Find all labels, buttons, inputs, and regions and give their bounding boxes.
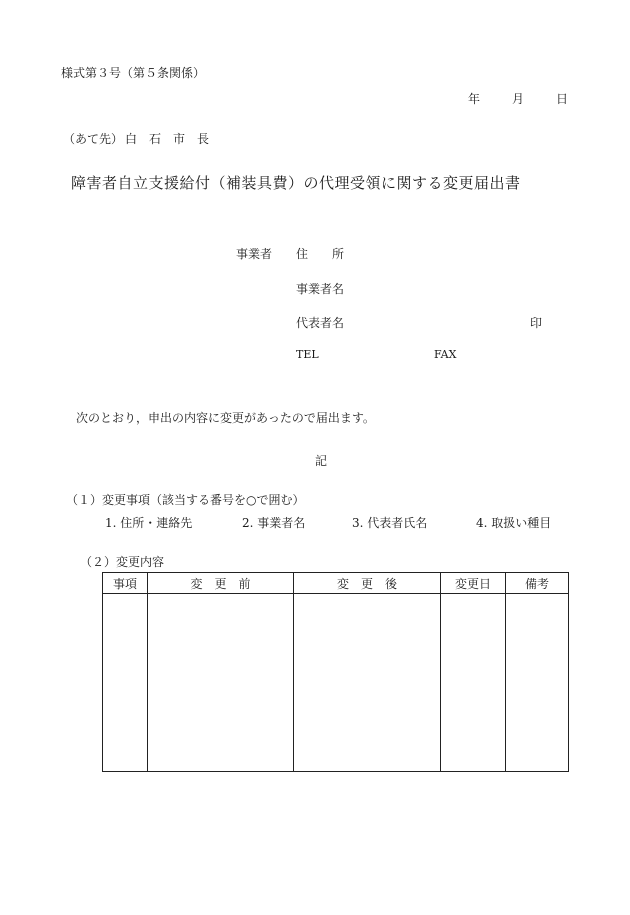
- date-day: 日: [556, 92, 569, 106]
- cell-remarks[interactable]: [506, 594, 569, 772]
- representative-label: 代表者名: [296, 316, 345, 330]
- date-year: 年: [468, 92, 481, 106]
- ki-mark: 記: [315, 454, 328, 468]
- section2-heading: （２）変更内容: [80, 555, 165, 569]
- addressee-name: 白 石 市 長: [125, 132, 210, 146]
- col-item: 事項: [103, 573, 148, 594]
- option-items: 4. 取扱い種目: [476, 516, 552, 530]
- tel-label: TEL: [296, 348, 319, 361]
- table-header-row: [103, 573, 569, 594]
- option-address: 1. 住所・連絡先: [105, 516, 193, 530]
- addressee-prefix: （あて先）: [63, 132, 124, 146]
- table-body-row: [103, 594, 569, 772]
- applicant-heading: 事業者: [236, 247, 273, 261]
- section1-heading: （１）変更事項（該当する番号を○で囲む）: [66, 493, 305, 507]
- addressee: [63, 130, 209, 147]
- form-number: 様式第３号（第５条関係）: [61, 66, 206, 80]
- document-title: 障害者自立支援給付（補装具費）の代理受領に関する変更届出書: [71, 174, 521, 192]
- statement: 次のとおり，申出の内容に変更があったので届出ます。: [76, 411, 375, 425]
- cell-after[interactable]: [294, 594, 441, 772]
- business-name-label: 事業者名: [296, 282, 345, 296]
- col-change-date: 変更日: [441, 573, 506, 594]
- seal-mark: 印: [530, 316, 543, 330]
- option-business-name: 2. 事業者名: [242, 516, 306, 530]
- col-remarks: 備考: [506, 573, 569, 594]
- fax-label: FAX: [434, 348, 457, 361]
- change-table: [102, 572, 569, 772]
- cell-change-date[interactable]: [441, 594, 506, 772]
- col-before: 変 更 前: [148, 573, 294, 594]
- option-representative: 3. 代表者氏名: [352, 516, 428, 530]
- cell-before[interactable]: [148, 594, 294, 772]
- col-after: 変 更 後: [294, 573, 441, 594]
- date-month: 月: [512, 92, 525, 106]
- address-label: 住 所: [296, 247, 345, 261]
- cell-item[interactable]: [103, 594, 148, 772]
